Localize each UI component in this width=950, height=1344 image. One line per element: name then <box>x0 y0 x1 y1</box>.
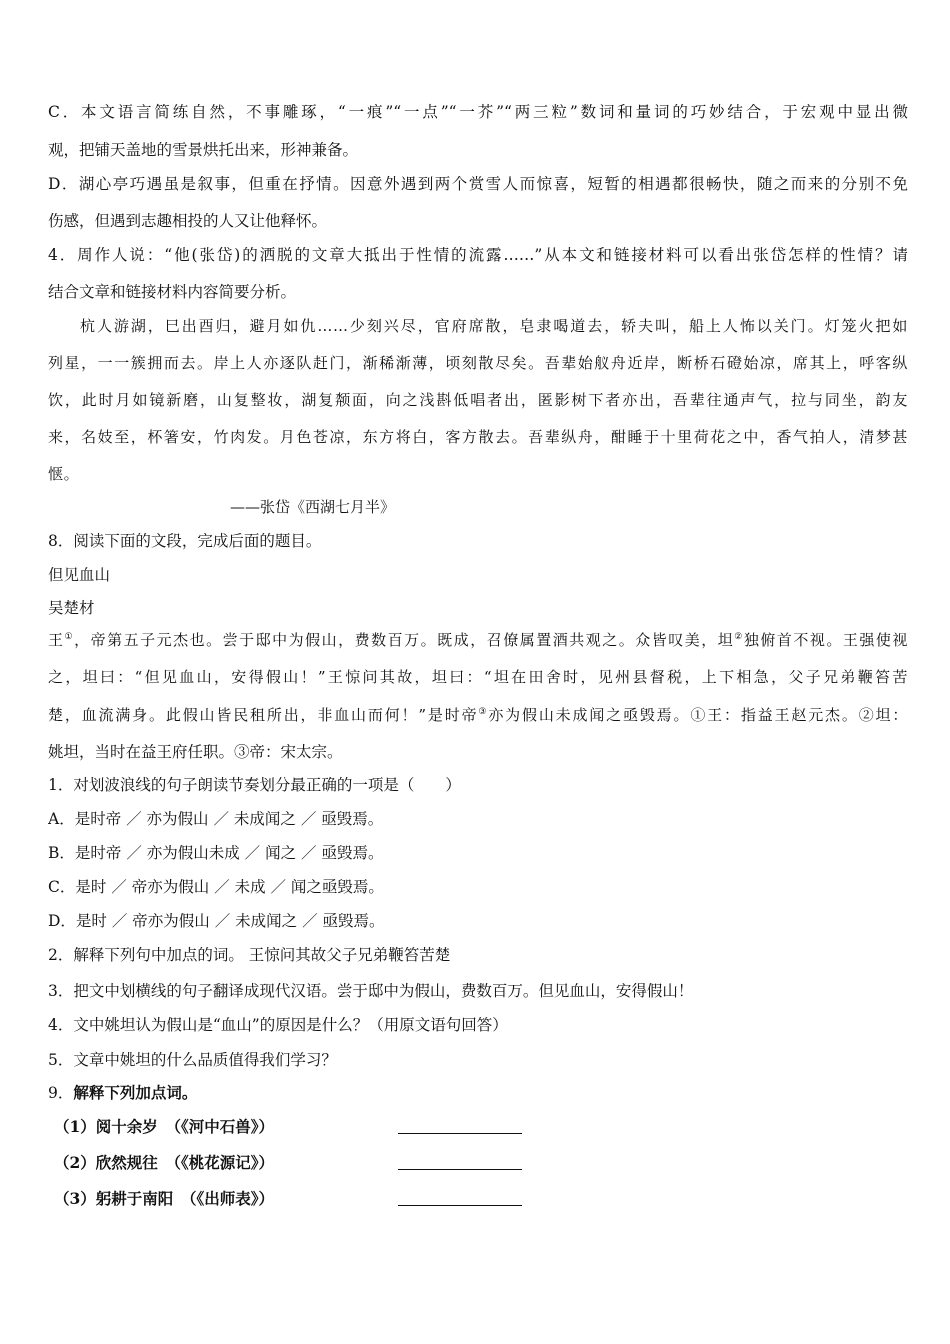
answer-blank-2[interactable] <box>398 1169 522 1170</box>
sub-question-4: 4．文中姚坦认为假山是“血山”的原因是什么？（用原文语句回答） <box>48 1016 508 1034</box>
link-material-attribution: ——张岱《西湖七月半》 <box>230 498 396 516</box>
passage-line-1: 王①，帝第五子元杰也。尝于邸中为假山，费数百万。既成，召僚属置酒共观之。众皆叹美，坦②独俯首不视。王强使视 <box>48 631 908 649</box>
link-material-line-3: 饮，此时月如镜新磨，山复整妆，湖复颒面，向之浅斟低唱者出，匿影树下者亦出，吾辈往通声气，拉与同坐，韵友 <box>48 391 908 409</box>
question-9-heading: 9．解释下列加点词。 <box>48 1083 198 1102</box>
sub-question-3: 3．把文中划横线的句子翻译成现代汉语。尝于邸中为假山，费数百万。但见血山，安得假山！ <box>48 982 694 1000</box>
option-c-line-2: 观，把铺天盖地的雪景烘托出来，形神兼备。 <box>48 141 359 159</box>
q9-item-1: （1）阅十余岁 （《河中石兽》） <box>54 1117 275 1136</box>
link-material-line-5: 惬。 <box>48 465 80 483</box>
sub-question-2: 2．解释下列句中加点的词。 王惊问其故父子兄弟鞭笞苦楚 <box>48 946 451 964</box>
sub-question-1-option-d: D．是时 ／ 帝亦为假山 ／ 未成闻之 ／ 亟毁焉。 <box>48 912 385 930</box>
option-c-line-1: C．本文语言简练自然，不事雕琢，“一痕”“一点”“一芥”“两三粒”数词和量词的巧妙结合，于宏观中显出微 <box>48 103 908 121</box>
option-d-line-2: 伤感，但遇到志趣相投的人又让他释怀。 <box>48 212 328 230</box>
question-4-line-1: 4．周作人说：“他(张岱)的洒脱的文章大抵出于性情的流露……”从本文和链接材料可以看出张岱怎样的性情？请 <box>48 246 908 264</box>
passage-title: 但见血山 <box>48 566 111 584</box>
link-material-line-2: 列星，一一簇拥而去。岸上人亦逐队赶门，渐稀渐薄，顷刻散尽矣。吾辈始舣舟近岸，断桥石磴始凉，席其上，呼客纵 <box>48 354 908 372</box>
link-material-line-1: 杭人游湖，巳出酉归，避月如仇……少刻兴尽，官府席散，皂隶喝道去，轿夫叫，船上人怖以关门。灯笼火把如 <box>80 317 908 335</box>
sub-question-1-option-c: C．是时 ／ 帝亦为假山 ／ 未成 ／ 闻之亟毁焉。 <box>48 878 384 896</box>
sub-question-1-option-b: B．是时帝 ／ 亦为假山未成 ／ 闻之 ／ 亟毁焉。 <box>48 844 384 862</box>
question-8-intro: 8．阅读下面的文段，完成后面的题目。 <box>48 532 322 550</box>
passage-author: 吴楚材 <box>48 599 95 617</box>
option-d-line-1: D．湖心亭巧遇虽是叙事，但重在抒情。因意外遇到两个赏雪人而惊喜，短暂的相遇都很畅快，随之而来的分别不免 <box>48 175 908 193</box>
q9-item-2: （2）欣然规往 （《桃花源记》） <box>54 1153 275 1172</box>
answer-blank-1[interactable] <box>398 1133 522 1134</box>
sub-question-5: 5．文章中姚坦的什么品质值得我们学习？ <box>48 1051 337 1069</box>
passage-line-2: 之，坦曰：“但见血山，安得假山！”王惊问其故，坦曰：“坦在田舍时，见州县督税，上下相急，父子兄弟鞭笞苦 <box>48 668 908 686</box>
sub-question-1: 1．对划波浪线的句子朗读节奏划分最正确的一项是（ ） <box>48 776 461 794</box>
answer-blank-3[interactable] <box>398 1205 522 1206</box>
q9-item-3: （3）躬耕于南阳 （《出师表》） <box>54 1189 275 1208</box>
link-material-line-4: 来，名妓至，杯箸安，竹肉发。月色苍凉，东方将白，客方散去。吾辈纵舟，酣睡于十里荷花之中，香气拍人，清梦甚 <box>48 428 908 446</box>
sub-question-1-option-a: A．是时帝 ／ 亦为假山 ／ 未成闻之 ／ 亟毁焉。 <box>48 810 384 828</box>
passage-line-4: 姚坦，当时在益王府任职。③帝：宋太宗。 <box>48 743 343 761</box>
passage-line-3: 楚，血流满身。此假山皆民租所出，非血山而何！”是时帝③亦为假山未成闻之亟毁焉。①王：指益王赵元杰。②坦： <box>48 706 908 724</box>
question-4-line-2: 结合文章和链接材料内容简要分析。 <box>48 283 297 301</box>
